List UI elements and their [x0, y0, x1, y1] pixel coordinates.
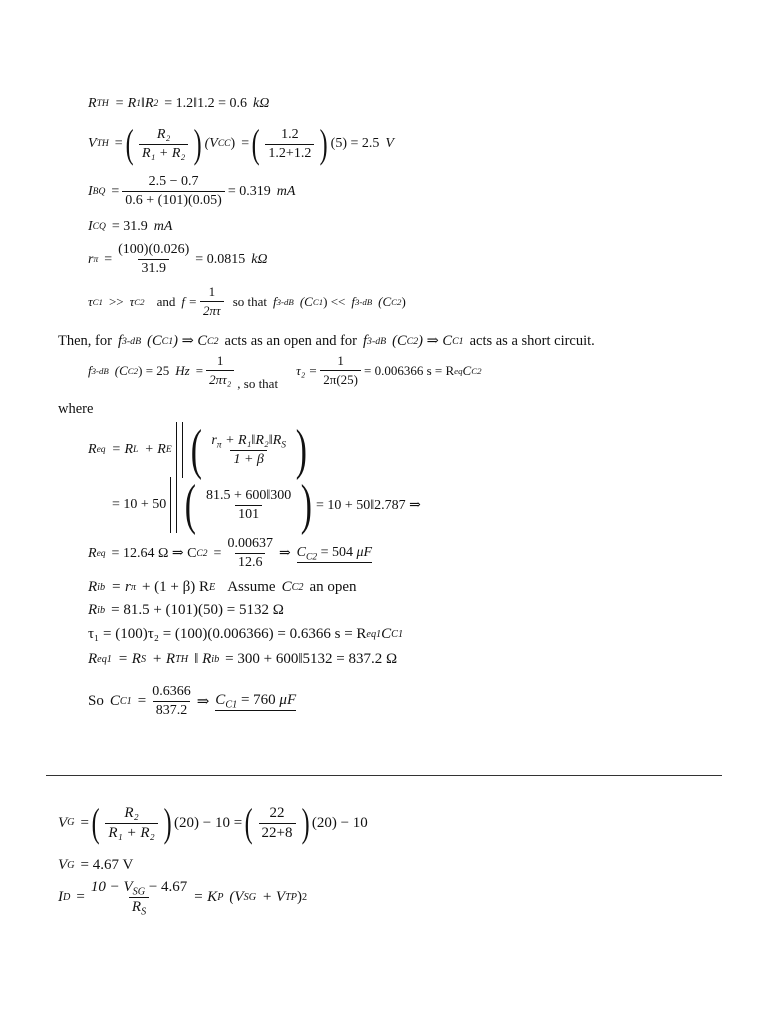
f3db-cc2-equation: f 3-dB (C C2 ) = 25 Hz = $\frac{1}{\text{2πτ₂}}$ , so that τ₂ = $\frac{1}{2\pi(25)}$ = 0.006366 s = R eq C C2: [88, 353, 482, 391]
vg-fraction-1: [105, 805, 157, 842]
vg-paren-group-1: ( $\frac{\text{R₂}}{\text{R₁ + R₂}}$ ): [91, 800, 172, 845]
then-text: Then, for: [58, 333, 112, 349]
icq-symbol: I: [88, 219, 93, 234]
hz-unit: Hz: [175, 362, 190, 378]
cc2-fraction: [224, 536, 276, 571]
vg-paren-group-2: ( $\frac{22}{22+8}$ ): [244, 800, 310, 845]
parallel-bars: [176, 422, 183, 478]
rib-definition: R ib = r π + (1 + β) R E Assume C C2 an open: [88, 579, 357, 595]
rib-eq: = r: [111, 579, 131, 595]
vg-f1-den: R₁ + R₂: [105, 823, 157, 842]
ibq-equation: I BQ = $\frac{2.5 - 0.7}{0.6 + (101)(0.05)}$ = 0.319 mA: [88, 174, 296, 208]
req-val-symbol: R: [88, 545, 97, 561]
vth-paren-group-2: ( $\frac{1.2}{1.2+1.2}$ ): [251, 121, 328, 166]
ibq-fraction: [122, 174, 225, 209]
rib-val-symbol: R: [88, 602, 98, 618]
vth-f2-den: 1.2+1.2: [265, 144, 314, 162]
so-that-text: so that: [232, 293, 268, 309]
tau1-c: C: [381, 626, 392, 642]
cc1-fraction: [149, 684, 194, 719]
f3db-num: 1: [216, 353, 224, 368]
rth-eq: = R: [114, 96, 137, 111]
tau2-den: 2π(25): [320, 370, 361, 388]
rpi-value: = 0.0815: [195, 251, 246, 267]
req-val-eq2: =: [213, 545, 222, 561]
tau2-fraction: [320, 353, 361, 388]
req-num-tail: = 10 + 50‖2.787 ⇒: [315, 497, 421, 513]
vg-fraction-2: [259, 805, 296, 842]
f3db-eq: ) = 25: [138, 362, 170, 378]
ibq-num: 2.5 − 0.7: [148, 174, 199, 189]
tau1-lhs: τ₁ = (100)τ₂ = (100)(0.006366) = 0.6366 s = R: [88, 626, 367, 642]
id-den: [129, 897, 149, 916]
ibq-unit: mA: [276, 183, 296, 199]
vth-fraction-2: [265, 127, 314, 162]
then-a-f: f: [117, 333, 122, 349]
rib-value: R ib = 81.5 + (101)(50) = 5132 Ω: [88, 602, 284, 618]
tau-relation: τ C1 >> τ C2 and f = $\frac{1}{2\pi\tau}$ so that f 3-dB (C C1 ) << f 3-dB (C C2 ): [88, 284, 406, 318]
req-definition: R eq = R L + R E ( $\frac{r_\pi + R_1‖R_2‖R_S}{1 + \beta}$ ): [88, 422, 311, 478]
vg-tail: (20) − 10: [311, 814, 368, 831]
id-num-b: − 4.67: [148, 879, 188, 895]
close-paren: ): [401, 293, 406, 309]
vth-paren-group-1: ( $\frac{\text{R₂}}{\text{R₁ + R₂}}$ ): [125, 121, 202, 166]
req-plus: + R: [144, 442, 166, 457]
rpi-fraction: [115, 242, 192, 277]
req1-rest: = 300 + 600‖5132 = 837.2 Ω: [225, 651, 398, 667]
tau2-num: 1: [337, 353, 344, 368]
vth-mid-end: ): [230, 136, 236, 151]
id-fraction: [88, 879, 190, 916]
f3db-eq2: =: [195, 362, 204, 378]
rth-unit: kΩ: [253, 96, 270, 111]
icq-equation: I CQ = 31.9 mA: [88, 219, 173, 234]
cc1-ans-unit: μF: [279, 692, 297, 708]
rpi-symbol: r: [88, 251, 94, 267]
vth-unit: V: [385, 136, 394, 151]
req-eq: = R: [111, 442, 134, 457]
req1-par: ‖ R: [194, 651, 212, 667]
f-den: 2πτ: [200, 301, 224, 319]
vg-f1-num: R₂: [124, 804, 139, 821]
then-statement: Then, for f 3-dB (C C1 ) ⇒ C C2 acts as an open and for f 3-dB (C C2 ) ⇒ C C1 acts as a short circuit.: [58, 333, 595, 349]
rth-equation: R TH = R 1 ‖ R 2 = 1.2‖1.2 = 0.6 kΩ: [88, 96, 270, 111]
req-num-r: r: [211, 432, 217, 448]
id-close: ): [296, 889, 302, 905]
rib-rest: + (1 + β) R: [141, 579, 209, 595]
req-num-fraction: [203, 488, 294, 523]
req-numeric: [112, 474, 421, 536]
cc1-num: 0.6366: [152, 684, 191, 699]
so-text: So: [88, 693, 104, 709]
section-divider: [46, 775, 722, 776]
req1-plus: + R: [152, 651, 176, 667]
id-equation: I D = $\frac{10 - V_{SG} - 4.67}{R_S}$ = K P (V SG + V TP ) 2: [58, 879, 308, 918]
then-b-f: f: [363, 333, 368, 349]
vth-mid: (V: [204, 136, 218, 151]
cc1-implies: ⇒: [196, 694, 210, 710]
cc2-num: 0.00637: [227, 536, 273, 551]
rpi-den: 31.9: [138, 259, 169, 277]
then-a-arg: (C: [147, 333, 162, 349]
r2-symbol: R: [144, 96, 154, 111]
rpi-equation: r π = $\frac{(100)(0.026)}{31.9}$ = 0.0815 kΩ: [88, 242, 268, 276]
then-b-arg: (C: [392, 333, 407, 349]
cc2-arg: (C: [378, 293, 392, 309]
req-num: [208, 433, 289, 450]
id-den-sub: S: [141, 906, 147, 918]
f3db-den: 2πτ₂: [206, 370, 234, 388]
req1-eq: = R: [117, 651, 141, 667]
so-that-text-2: , so that: [237, 376, 279, 391]
vth-f1-num: R₂: [156, 126, 171, 142]
rth-value: = 1.2‖1.2 = 0.6: [164, 96, 247, 111]
req-num-numerator: 81.5 + 600‖300: [205, 487, 292, 503]
vth-f2-num: 1.2: [281, 126, 299, 142]
req-den: 1 + β: [230, 450, 266, 468]
f3db-a: f: [273, 293, 277, 309]
tau-c1: τ: [88, 293, 93, 309]
f3db-fraction: [206, 353, 234, 388]
then-b-text: acts as a short circuit.: [469, 333, 595, 349]
f3db-f: f: [88, 362, 92, 378]
cc1-symbol: C: [109, 693, 120, 709]
rib-symbol: R: [88, 579, 98, 595]
id-plus: + V: [262, 889, 286, 905]
req-num-rs-sub: S: [281, 439, 287, 450]
f3db-b: f: [351, 293, 355, 309]
rib-val-rest: = 81.5 + (101)(50) = 5132 Ω: [111, 602, 284, 618]
implies-symbol: ⇒: [278, 546, 291, 561]
vg-val-rest: = 4.67 V: [80, 857, 134, 873]
req-num-paren-group: ( $\frac{81.5 + 600‖300}{101}$ ): [185, 474, 313, 536]
cc1-equation: So C C1 = $\frac{0.6366}{837.2}$ ⇒ $C_{C1} = 760$ μF: [88, 684, 297, 718]
then-a-impl: ) ⇒ C: [173, 333, 208, 349]
parallel-bars-2: [170, 477, 177, 533]
cc1-arg: (C: [299, 293, 313, 309]
cc1-ans-sub: C1: [225, 699, 238, 711]
then-b-impl: ) ⇒ C: [418, 333, 453, 349]
req-num-eq: = 10 + 50: [112, 497, 167, 512]
id-num-a: 10 − V: [90, 879, 133, 895]
req-num-sub: π: [216, 439, 222, 450]
id-symbol: I: [58, 889, 63, 905]
cc2-den: 12.6: [235, 553, 266, 571]
req1-symbol: R: [88, 651, 98, 667]
assume-c: C: [281, 579, 292, 595]
cc1-answer: [215, 692, 296, 711]
tau-c2: τ: [129, 293, 135, 309]
f-fraction: [200, 284, 224, 319]
rpi-num: (100)(0.026): [118, 242, 190, 257]
vth-fraction-1: [139, 127, 188, 162]
f-num: 1: [208, 284, 216, 299]
where-text: where: [58, 401, 94, 417]
f3db-arg: (C: [114, 362, 128, 378]
vg-symbol: V: [58, 814, 68, 831]
req-symbol: R: [88, 442, 97, 457]
cc1-ans-symbol: C: [215, 692, 226, 708]
vth-f1-den: R₁ + R₂: [139, 144, 188, 162]
cc2-ans-value: = 504: [320, 544, 354, 560]
then-a-text: acts as an open and for: [224, 333, 357, 349]
cc2-ans-sub: C2: [306, 551, 318, 562]
cc2-ans-unit: μF: [356, 544, 373, 560]
ibq-den: 0.6 + (101)(0.05): [122, 191, 225, 209]
and-text: and: [156, 293, 176, 309]
req-num-rest: + R₁‖R₂‖R: [225, 432, 282, 448]
cc2-answer: [297, 545, 372, 563]
assume-text: Assume: [227, 579, 276, 595]
vth-symbol: V: [88, 136, 97, 151]
tau2-value: = 0.006366 s = R: [364, 362, 455, 378]
vg-val-symbol: V: [58, 857, 68, 873]
id-den-r: R: [131, 899, 142, 915]
id-num-sub: SG: [132, 886, 146, 898]
vth-equation: V TH = ( $\frac{\text{R₂}}{\text{R₁ + R₂}}$ ) (V CC ) = ( $\frac{1.2}{1.2+1.2}$ ) (5) = 2.5 V: [88, 121, 394, 166]
cc1-den: 837.2: [153, 701, 191, 719]
tau2-eq: τ₂ =: [296, 362, 318, 378]
cc1-eq: =: [137, 693, 147, 709]
rpi-unit: kΩ: [251, 251, 268, 267]
ibq-symbol: I: [88, 183, 93, 199]
req-value: R eq = 12.64 Ω ⇒ C C2 = $\frac{0.00637}{12.6}$ ⇒ $C_{C2} = 504$ μF: [88, 536, 373, 570]
cc1-ans-value: = 760: [240, 692, 276, 708]
req-num-denominator: 101: [235, 505, 262, 523]
req1-equation: R eq1 = R S + R TH ‖ R ib = 300 + 600‖5132 = 837.2 Ω: [88, 651, 398, 667]
f-eq: f =: [181, 293, 198, 309]
req-val-eq: = 12.64 Ω ⇒ C: [111, 546, 197, 561]
req-paren-group: ( $\frac{r_\pi + R_1‖R_2‖R_S}{1 + \beta}$ ): [190, 419, 307, 481]
c-symbol: C: [462, 362, 472, 378]
vg-definition: V G = ( $\frac{\text{R₂}}{\text{R₁ + R₂}}$ ) (20) − 10 = ( $\frac{22}{22+8}$ ) (20) − 10: [58, 800, 368, 845]
id-num: [88, 879, 190, 897]
tau1-equation: τ₁ = (100)τ₂ = (100)(0.006366) = 0.6366 s = R eq1 C C1: [88, 626, 404, 642]
much-less: ) <<: [323, 293, 346, 309]
parallel-symbol: ‖: [141, 96, 145, 111]
ibq-value: = 0.319: [227, 183, 271, 199]
icq-unit: mA: [153, 219, 173, 234]
req-fraction: [208, 433, 289, 468]
vg-mid: (20) − 10 =: [174, 814, 243, 831]
id-eq: = K: [193, 889, 218, 905]
an-open-text: an open: [309, 579, 357, 595]
cc2-ans-symbol: C: [296, 544, 307, 560]
vg-value: V G = 4.67 V: [58, 857, 134, 873]
icq-value: = 31.9: [111, 219, 148, 234]
much-greater: >>: [108, 293, 124, 309]
vth-value: (5) = 2.5: [330, 136, 380, 151]
vg-f2-num: 22: [269, 804, 285, 821]
vg-f2-den: 22+8: [259, 823, 296, 842]
rth-symbol: R: [88, 96, 97, 111]
id-paren: (V: [229, 889, 244, 905]
